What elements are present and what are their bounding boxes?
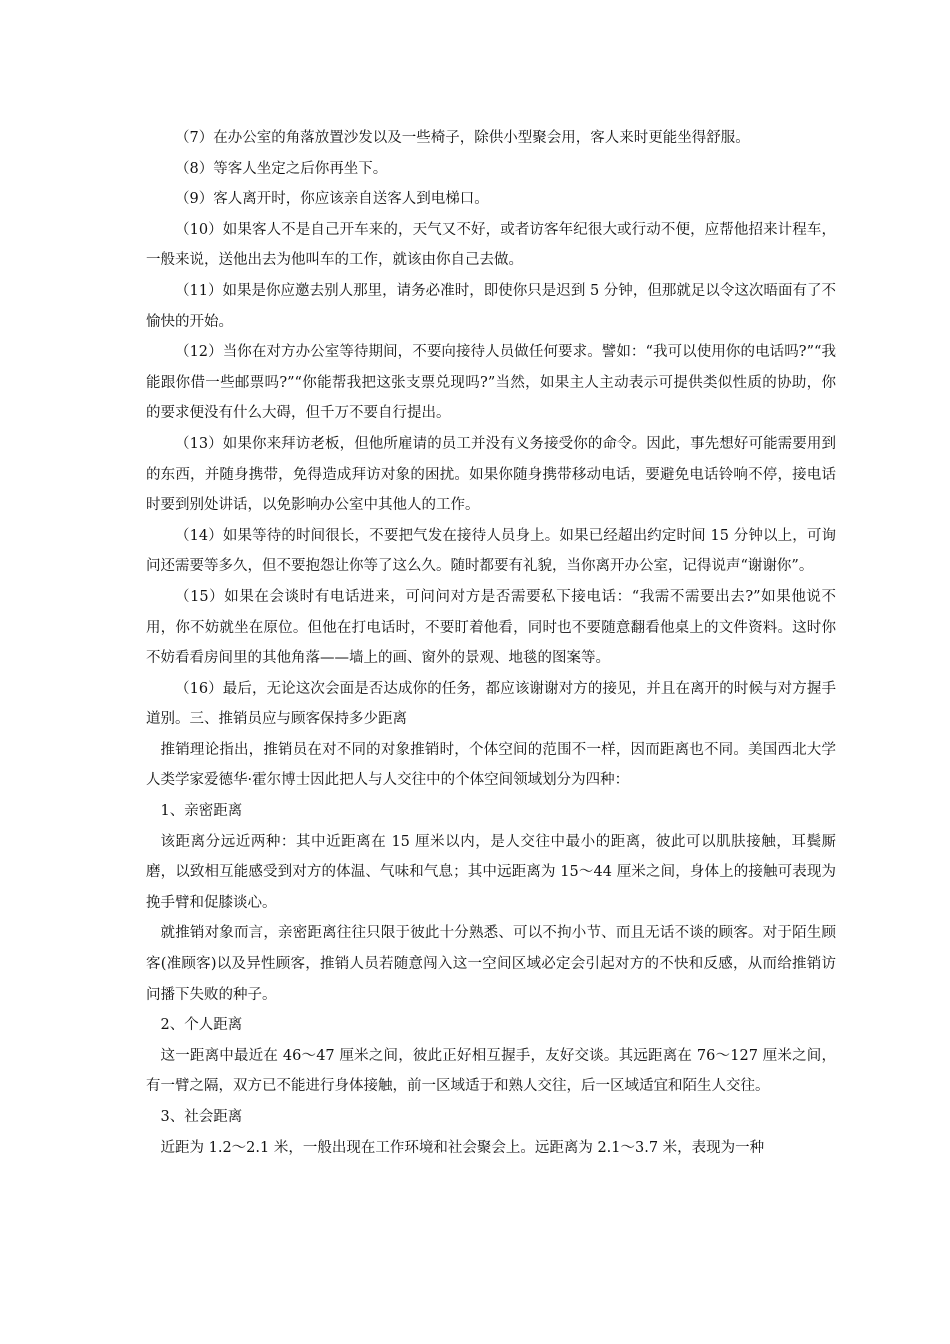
paragraph-item-16: （16）最后，无论这次会面是否达成你的任务，都应该谢谢对方的接见，并且在离开的时候与对方握手道别。三、推销员应与顾客保持多少距离 (146, 680, 836, 728)
paragraph-social-distance: 近距为 1.2～2.1 米，一般出现在工作环境和社会聚会上。远距离为 2.1～3.7 米，表现为一种 (160, 1139, 765, 1156)
paragraph-item-10: （10）如果客人不是自己开车来的，天气又不好，或者访客年纪很大或行动不便，应帮他招来计程车，一般来说，送他出去为他叫车的工作，就该由你自己去做。 (146, 221, 836, 269)
heading-personal-distance: 2、个人距离 (160, 1017, 243, 1034)
paragraph-item-7: （7）在办公室的角落放置沙发以及一些椅子，除供小型聚会用，客人来时更能坐得舒服。 (175, 130, 750, 146)
paragraph-item-14: （14）如果等待的时间很长，不要把气发在接待人员身上。如果已经超出约定时间 15 分钟以上，可询问还需要等多久，但不要抱怨让你等了这么久。随时都要有礼貌，当你离开办公室，记得说声“谢谢你”。 (146, 527, 836, 575)
paragraph-intimate-distance: 该距离分远近两种：其中近距离在 15 厘米以内，是人交往中最小的距离，彼此可以肌肤接触，耳鬓厮磨，以致相互能感受到对方的体温、气味和气息；其中远距离为 15～44 厘米之间，身体上的接触可表现为挽手臂和促膝谈心。 (146, 833, 836, 911)
heading-intimate-distance: 1、亲密距离 (160, 803, 243, 820)
paragraph-item-12: （12）当你在对方办公室等待期间，不要向接待人员做任何要求。譬如：“我可以使用你的电话吗?”“我能跟你借一些邮票吗?”“你能帮我把这张支票兑现吗?”当然，如果主人主动表示可提供类似性质的协助，你的要求便没有什么大碍，但千万不要自行提出。 (146, 344, 836, 422)
paragraph-item-11: （11）如果是你应邀去别人那里，请务必准时，即使你只是迟到 5 分钟，但那就足以令这次晤面有了不愉快的开始。 (146, 282, 836, 330)
document-body (146, 123, 836, 1163)
paragraph-item-8: （8）等客人坐定之后你再坐下。 (175, 160, 388, 177)
paragraph-distance-theory: 推销理论指出，推销员在对不同的对象推销时，个体空间的范围不一样，因而距离也不同。美国西北大学人类学家爱德华·霍尔博士因此把人与人交往中的个体空间领域划分为四种： (146, 741, 836, 789)
paragraph-item-9: （9）客人离开时，你应该亲自送客人到电梯口。 (175, 191, 489, 208)
paragraph-intimate-sales: 就推销对象而言，亲密距离往往只限于彼此十分熟悉、可以不拘小节、而且无话不谈的顾客。对于陌生顾客(准顾客)以及异性顾客，推销人员若随意闯入这一空间区域必定会引起对方的不快和反感，从而给推销访问播下失败的种子。 (146, 925, 836, 1003)
paragraph-item-15: （15）如果在会谈时有电话进来，可问问对方是否需要私下接电话：“我需不需要出去?”如果他说不用，你不妨就坐在原位。但他在打电话时，不要盯着他看，同时也不要随意翻看他桌上的文件资料。这时你不妨看看房间里的其他角落——墙上的画、窗外的景观、地毯的图案等。 (146, 588, 836, 667)
paragraph-item-13: （13）如果你来拜访老板，但他所雇请的员工并没有义务接受你的命令。因此，事先想好可能需要用到的东西，并随身携带，免得造成拜访对象的困扰。如果你随身携带移动电话，要避免电话铃响不停，接电话时要到别处讲话，以免影响办公室中其他人的工作。 (146, 435, 836, 514)
paragraph-personal-distance: 这一距离中最近在 46～47 厘米之间，彼此正好相互握手，友好交谈。其远距离在 76～127 厘米之间，有一臂之隔，双方已不能进行身体接触，前一区域适于和熟人交往，后一区域适宜和陌生人交往。 (146, 1047, 836, 1095)
heading-social-distance: 3、社会距离 (160, 1109, 243, 1125)
